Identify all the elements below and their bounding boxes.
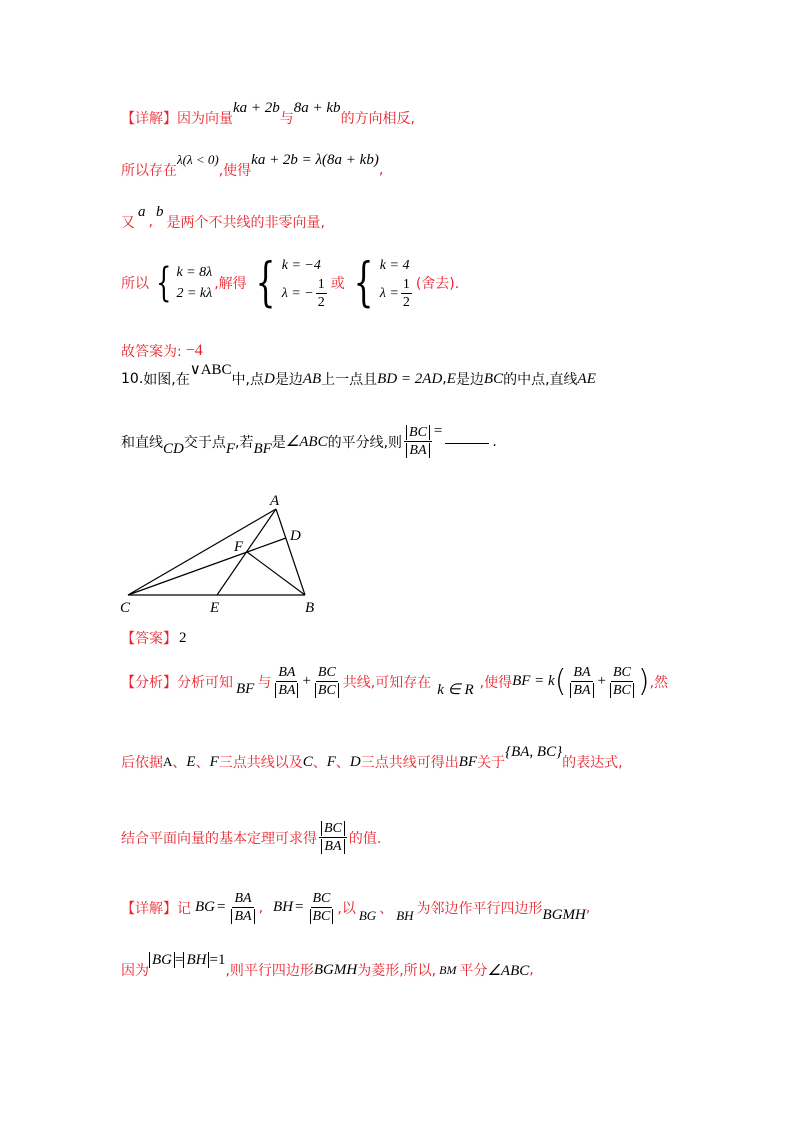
- point-f-2: F: [326, 753, 336, 770]
- equals-sign: =: [433, 423, 443, 439]
- vector-bh: BH: [273, 899, 294, 915]
- detail2-l2-text2: ,则平行四边形: [225, 963, 314, 979]
- line4-text2: ,解得: [214, 276, 247, 292]
- fraction-half-2: [401, 276, 412, 311]
- analysis-tag: 【分析】: [121, 674, 177, 691]
- lambda-condition: λ(λ < 0): [177, 152, 219, 167]
- analysis-line2: [121, 743, 623, 772]
- analysis-l3-text1: 结合平面向量的基本定理可求得: [121, 830, 317, 847]
- line3-text2: 是两个不共线的非零向量,: [166, 215, 325, 231]
- fraction-denominator: 2: [317, 295, 325, 310]
- angle-abc-2: ∠ABC: [487, 962, 530, 979]
- q10-end: .: [492, 433, 497, 450]
- analysis-l2-text4: 关于: [477, 755, 506, 771]
- question-number: 10.: [121, 371, 144, 387]
- q10-text5: ,: [442, 371, 447, 387]
- lambda-equation: ka + 2b = λ(8a + kb): [251, 151, 379, 168]
- fraction-numerator: BC: [613, 665, 631, 680]
- bh-definition: [308, 890, 336, 925]
- vector-a: a: [138, 203, 146, 220]
- fraction-denominator: BA: [570, 683, 593, 698]
- fraction-numerator: BC: [317, 665, 336, 680]
- line4-text1: 所以: [121, 276, 149, 292]
- separator: 、: [172, 755, 187, 771]
- fraction-numerator: BA: [573, 665, 591, 680]
- unit-vector-bc: [313, 664, 341, 699]
- analysis-line1: [121, 664, 668, 699]
- abs-bh-value: BH: [183, 952, 209, 968]
- label-e: E: [210, 600, 220, 616]
- label-c: C: [120, 600, 131, 616]
- fraction-numerator: BA: [278, 665, 296, 680]
- fraction-numerator: BC: [312, 891, 331, 906]
- detail1-line2: [121, 151, 384, 180]
- answer-summary-value: −4: [185, 342, 203, 359]
- k-in-r: k ∈ R: [437, 682, 474, 698]
- triangle-figure: [120, 488, 320, 618]
- parallelogram-bgmh-2: BGMH: [313, 961, 358, 978]
- fraction-denominator: BC: [315, 683, 339, 698]
- vector-bh-2: BH: [396, 907, 414, 923]
- fraction-numerator: BA: [234, 891, 252, 906]
- abs-bg: [149, 952, 175, 969]
- system2-row2-lhs: λ = −: [281, 286, 314, 301]
- system3-row1: k = 4: [379, 258, 410, 273]
- detail1-text3: 的方向相反,: [340, 111, 416, 127]
- answer-summary-label: 故答案为:: [121, 344, 182, 360]
- detail2-text4: ,: [585, 899, 591, 916]
- detail2-line2: [121, 951, 534, 980]
- ratio-denominator: BA: [321, 839, 344, 854]
- abs-bg-value: BG: [149, 952, 175, 968]
- line3-text1: 又: [121, 215, 135, 231]
- equation-system-3: { k = 4 λ = $\frac{1}{2}$: [347, 255, 414, 311]
- segment-bc: BC: [483, 370, 504, 387]
- fraction-denominator: BA: [275, 683, 298, 698]
- q10-text4: 上一点且: [321, 372, 378, 388]
- abs-bh: [183, 952, 209, 969]
- edge-ab: [276, 509, 305, 595]
- q10-l2-text4: 是: [271, 434, 286, 451]
- point-e: E: [186, 753, 196, 770]
- bf-equals-k: BF = k: [512, 673, 555, 689]
- point-a: A: [163, 754, 173, 769]
- separator: 、: [195, 755, 210, 771]
- line-cd: CD: [163, 441, 184, 457]
- equals-sign-2: =: [295, 899, 304, 915]
- vector-bf: BF: [236, 681, 255, 697]
- bg-definition: [229, 890, 256, 925]
- equals-sign-4: =: [209, 951, 218, 968]
- answer-tag: 【答案】: [121, 631, 177, 647]
- separator: 、: [312, 755, 327, 771]
- parallelogram-bgmh: BGMH: [542, 907, 586, 923]
- fraction-denominator: BC: [310, 909, 334, 924]
- unit-vector-bc-2: [608, 664, 636, 699]
- fraction-denominator: BC: [610, 683, 634, 698]
- detail1-text2: 与: [279, 111, 294, 127]
- system1-row1: k = 8λ: [176, 265, 213, 280]
- basis-set: {BA, BC}: [505, 743, 563, 760]
- ratio-bc-ba-2: [319, 820, 347, 855]
- ratio-numerator: BC: [406, 425, 430, 440]
- fraction-half-1: [316, 276, 327, 311]
- analysis-l3-text2: 的值.: [348, 830, 382, 847]
- equals-sign-3: =: [175, 951, 184, 968]
- analysis-l2-text3: 三点共线可得出: [360, 755, 459, 771]
- label-f: F: [234, 539, 244, 555]
- separator: 、: [379, 900, 394, 917]
- label-a: A: [270, 493, 280, 509]
- line-ae: [217, 509, 276, 595]
- q10-l2-text1: 和直线: [121, 434, 163, 451]
- analysis-l2-text2: 三点共线以及: [218, 755, 303, 771]
- point-d: D: [264, 370, 275, 387]
- detail1-line: [121, 99, 416, 128]
- q10-l2-text2: 交于点: [183, 434, 226, 451]
- ratio-denominator: BA: [406, 443, 429, 458]
- detail2-comma1: ,: [258, 899, 264, 916]
- label-d: D: [290, 528, 301, 544]
- detail2-line1: [121, 890, 590, 925]
- analysis-line3: [121, 820, 381, 855]
- fraction-denominator: BA: [231, 909, 254, 924]
- answer-summary-line: [121, 341, 203, 361]
- analysis-l2-text5: 的表达式,: [562, 755, 623, 771]
- answer-blank: [445, 443, 489, 444]
- line4-text4: (舍去).: [415, 276, 460, 292]
- system1-row2: 2 = kλ: [176, 286, 213, 301]
- q10-text3: 是边: [274, 372, 303, 388]
- point-c: C: [302, 753, 313, 770]
- analysis-text3: 共线,可知存在: [342, 674, 432, 691]
- unit-vector-ba-2: [568, 664, 595, 699]
- analysis-text5: ,然: [649, 674, 669, 691]
- vector-bm: BM: [439, 962, 457, 977]
- answer-value: 2: [179, 629, 187, 646]
- q10-l2-text5: 的平分线,则: [327, 434, 403, 451]
- right-paren: ): [637, 664, 650, 699]
- plus-sign-2: +: [597, 673, 606, 689]
- q10-text7: 的中点,直线: [503, 372, 578, 388]
- vector-expr-1: ka + 2b: [233, 99, 280, 116]
- line-cd: [128, 538, 286, 595]
- vector-bf-2: BF: [458, 753, 478, 770]
- line-ae: AE: [577, 370, 596, 387]
- vector-bg: BG: [195, 899, 215, 915]
- system3-row2-lhs: λ =: [379, 286, 399, 301]
- detail2-text1: 记: [177, 900, 191, 917]
- ratio-bc-ba: [404, 424, 432, 459]
- edge-ca: [128, 509, 276, 595]
- detail1-text1: 因为向量: [177, 111, 233, 127]
- vector-bg-2: BG: [358, 907, 377, 923]
- analysis-text2: 与: [257, 674, 272, 691]
- fraction-denominator: 2: [402, 295, 410, 310]
- fraction-numerator: 1: [402, 277, 410, 292]
- label-b: B: [305, 600, 315, 616]
- line2-text1: 所以存在: [121, 163, 177, 179]
- q10-text6: 是边: [455, 372, 484, 388]
- detail1-line4: [121, 255, 459, 311]
- value-one: 1: [217, 951, 226, 968]
- condition-bd-2ad: BD = 2AD: [377, 370, 443, 387]
- analysis-text1: 分析可知: [177, 674, 233, 691]
- point-d: D: [349, 753, 361, 770]
- point-f: F: [225, 441, 236, 457]
- q10-text2: 中,点: [231, 372, 264, 388]
- plus-sign: +: [302, 673, 311, 689]
- analysis-text4: ,使得: [479, 674, 513, 691]
- equals-sign: =: [217, 899, 226, 915]
- point-f: F: [209, 753, 219, 770]
- detail2-l2-text3: 为菱形,所以,: [357, 963, 437, 979]
- q10-l2-text3: ,若: [235, 434, 254, 451]
- line-bf: [247, 552, 305, 595]
- analysis-l2-text1: 后依据: [121, 755, 163, 771]
- equation-system-1: { k = 8λ 2 = kλ: [156, 260, 213, 306]
- system2-row1: k = −4: [281, 258, 321, 273]
- fraction-numerator: 1: [317, 277, 325, 292]
- detail2-text2: ,以: [337, 900, 356, 917]
- equation-system-2: { k = −4 λ = − $\frac{1}{2}$: [249, 255, 329, 311]
- left-paren: (: [554, 664, 567, 699]
- detail2-l2-text4: 平分: [459, 963, 488, 979]
- detail2-tag: 【详解】: [121, 900, 177, 917]
- q10-text1: 如图,在: [143, 372, 190, 388]
- detail2-l2-text1: 因为: [121, 963, 149, 979]
- line3-comma: ,: [148, 214, 153, 230]
- segment-bf: BF: [253, 441, 272, 457]
- angle-abc: ∠ABC: [285, 434, 328, 450]
- detail1-line3: [121, 203, 325, 232]
- detail2-text3: 为邻边作平行四边形: [416, 900, 543, 917]
- line4-text3: 或: [330, 276, 345, 292]
- question-10-line1: [121, 361, 596, 389]
- triangle-abc: ∨ABC: [189, 361, 232, 378]
- unit-vector-ba: [273, 664, 300, 699]
- detail1-tag: 【详解】: [121, 111, 177, 127]
- vector-expr-2: 8a + kb: [293, 99, 341, 116]
- line2-text3: ,: [378, 162, 384, 178]
- separator: 、: [335, 755, 350, 771]
- vector-b: b: [155, 203, 164, 220]
- detail2-l2-text5: ,: [529, 962, 534, 978]
- question-10-line2: [121, 424, 497, 459]
- line2-text2: ,使得: [218, 163, 252, 179]
- answer-line: [121, 628, 187, 648]
- ratio-numerator: BC: [321, 821, 345, 836]
- point-e: E: [446, 370, 456, 387]
- segment-ab: AB: [302, 370, 322, 387]
